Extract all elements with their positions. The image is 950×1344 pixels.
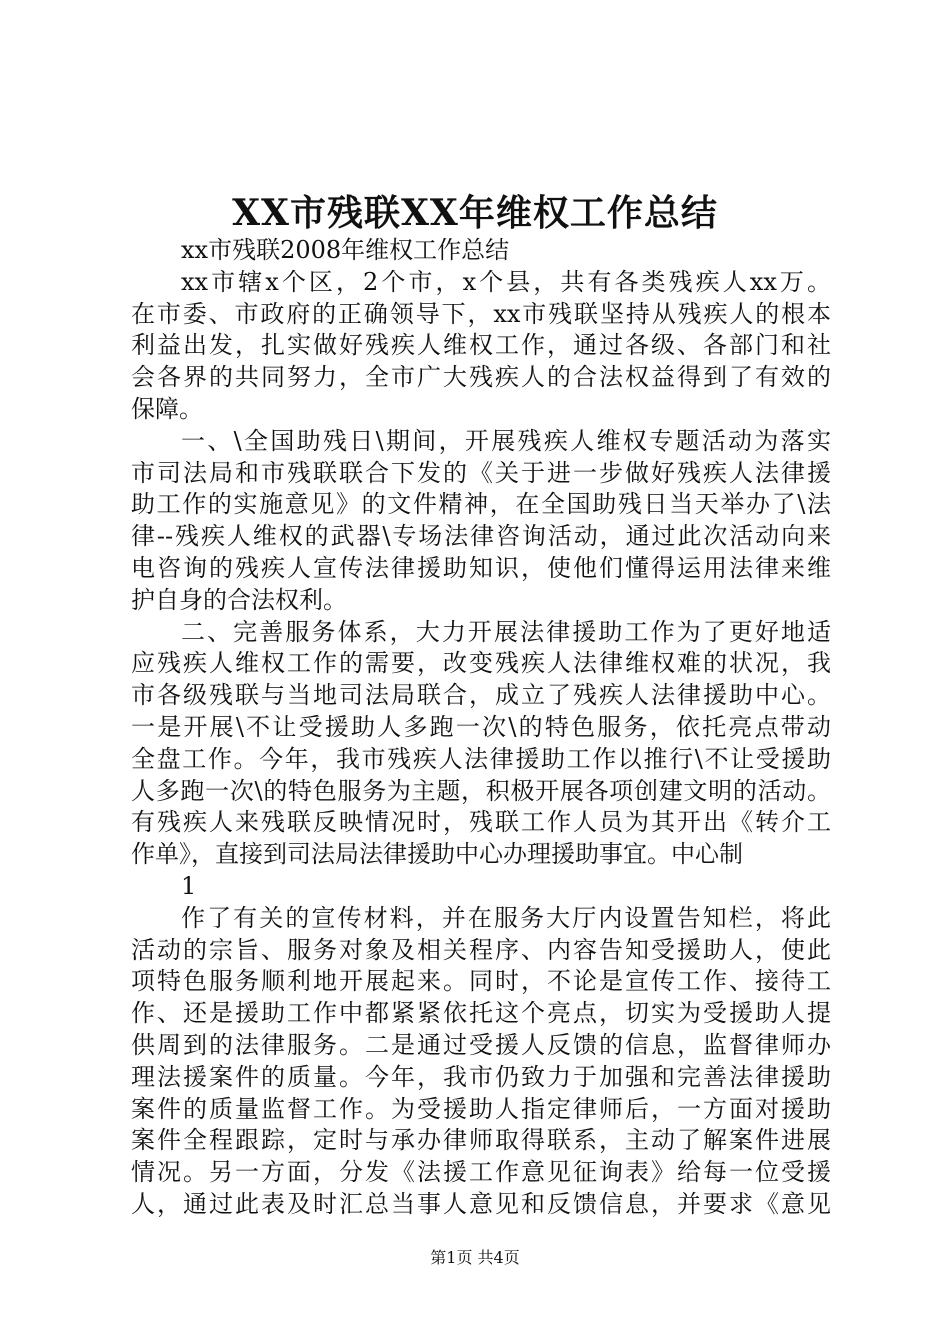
text-line: 活动的宗旨、服务对象及相关程序、内容告知受援助人，使此 xyxy=(131,935,831,964)
text-line: 一是开展\不让受援助人多跑一次\的特色服务，依托亮点带动 xyxy=(131,712,831,741)
text-line: 1 xyxy=(181,871,197,900)
text-line: 应残疾人维权工作的需要，改变残疾人法律维权难的状况，我 xyxy=(131,649,831,678)
text-line: 电咨询的残疾人宣传法律援助知识，使他们懂得运用法律来维 xyxy=(131,553,831,582)
text-line: 一、\全国助残日\期间，开展残疾人维权专题活动为落实 xyxy=(181,426,831,455)
text-line: 在市委、市政府的正确领导下，xx市残联坚持从残疾人的根本 xyxy=(131,299,831,328)
text-line: 项特色服务顺利地开展起来。同时，不论是宣传工作、接待工 xyxy=(131,967,831,996)
text-line: 助工作的实施意见》的文件精神，在全国助残日当天举办了\法 xyxy=(131,490,831,519)
page-footer: 第1页 共4页 xyxy=(430,1248,520,1267)
text-line: 律--残疾人维权的武器\专场法律咨询活动，通过此次活动向来 xyxy=(131,522,831,551)
document-title: XX市残联XX年维权工作总结 xyxy=(232,192,718,234)
text-line: 市各级残联与当地司法局联合，成立了残疾人法律援助中心。 xyxy=(131,681,831,710)
text-line: xx市辖x个区，2个市，x个县，共有各类残疾人xx万。 xyxy=(181,267,831,296)
text-line: 会各界的共同努力，全市广大残疾人的合法权益得到了有效的 xyxy=(131,363,831,392)
text-line: 全盘工作。今年，我市残疾人法律援助工作以推行\不让受援助 xyxy=(131,744,831,773)
text-line: 有残疾人来残联反映情况时，残联工作人员为其开出《转介工 xyxy=(131,808,831,837)
text-line: 作单》，直接到司法局法律援助中心办理援助事宜。中心制 xyxy=(131,840,743,869)
text-line: 作、还是援助工作中都紧紧依托这个亮点，切实为受援助人提 xyxy=(131,999,831,1028)
text-line: 保障。 xyxy=(131,394,203,423)
text-line: 利益出发，扎实做好残疾人维权工作，通过各级、各部门和社 xyxy=(131,331,831,360)
text-line: 市司法局和市残联联合下发的《关于进一步做好残疾人法律援 xyxy=(131,458,831,487)
text-line: xx市残联2008年维权工作总结 xyxy=(181,236,510,264)
text-line: 人多跑一次\的特色服务为主题，积极开展各项创建文明的活动。 xyxy=(131,776,831,805)
text-line: 人，通过此表及时汇总当事人意见和反馈信息，并要求《意见 xyxy=(131,1189,831,1218)
text-line: 案件全程跟踪，定时与承办律师取得联系，主动了解案件进展 xyxy=(131,1126,831,1155)
text-line: 作了有关的宣传材料，并在服务大厅内设置告知栏，将此 xyxy=(181,903,831,932)
text-line: 理法援案件的质量。今年，我市仍致力于加强和完善法律援助 xyxy=(131,1062,831,1091)
text-line: 供周到的法律服务。二是通过受援人反馈的信息，监督律师办 xyxy=(131,1030,831,1059)
text-line: 护自身的合法权利。 xyxy=(131,585,347,614)
text-line: 案件的质量监督工作。为受援助人指定律师后，一方面对援助 xyxy=(131,1094,831,1123)
text-line: 二、完善服务体系，大力开展法律援助工作为了更好地适 xyxy=(181,617,831,646)
document-body xyxy=(131,235,831,1221)
text-line: 情况。另一方面，分发《法援工作意见征询表》给每一位受援 xyxy=(131,1158,831,1187)
